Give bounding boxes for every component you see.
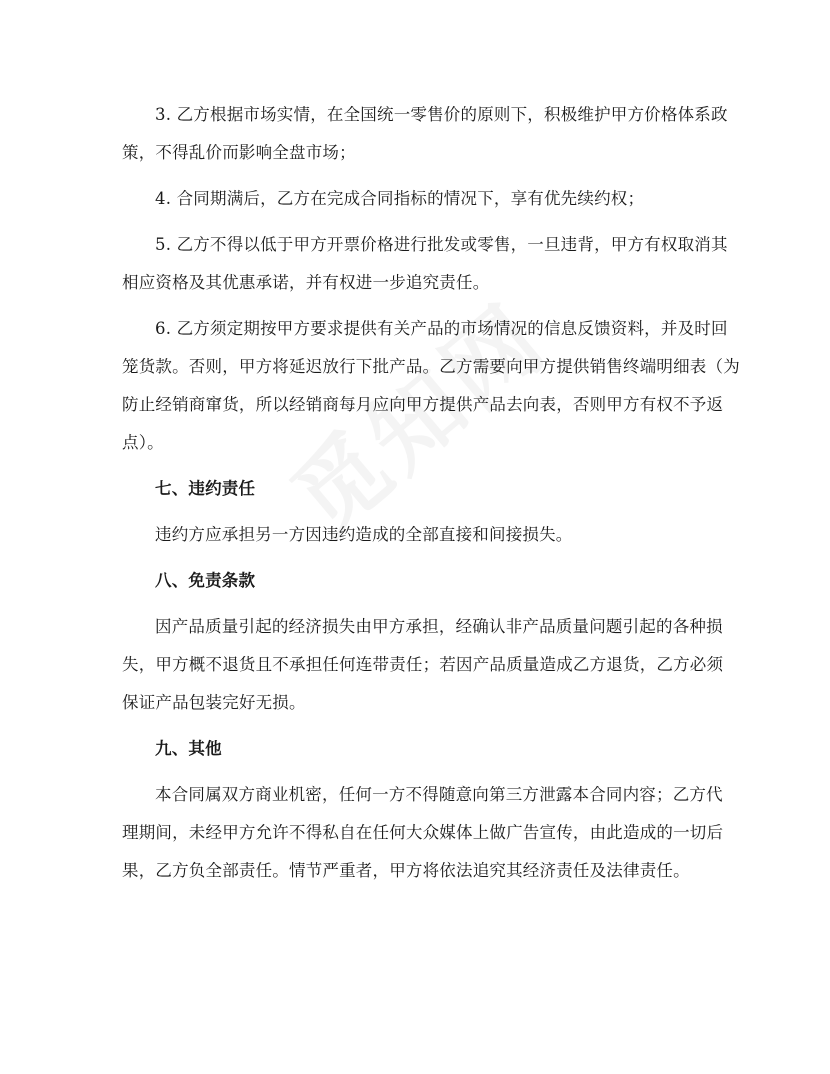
clause-4 [122,180,742,218]
paragraph-line: 果，乙方负全部责任。情节严重者，甲方将依法追究其经济责任及法律责任。 [122,861,690,880]
paragraph-line: 因产品质量引起的经济损失由甲方承担，经确认非产品质量问题引起的各种损 [155,617,723,636]
paragraph-line: 笼货款。否则，甲方将延迟放行下批产品。乙方需要向甲方提供销售终端明细表（为 [122,357,740,376]
clause-6 [122,310,742,462]
paragraph-line: 3. 乙方根据市场实情，在全国统一零售价的原则下，积极维护甲方价格体系政 [155,105,728,124]
paragraph-line: 策，不得乱价而影响全盘市场； [122,143,356,162]
section-heading-breach-liability: 七、违约责任 [155,479,256,498]
paragraph-line: 防止经销商窜货，所以经销商每月应向甲方提供产品去向表，否则甲方有权不予返 [122,395,724,414]
paragraph-line: 保证产品包装完好无损。 [122,693,306,712]
document-body [122,96,742,890]
paragraph-line: 6. 乙方须定期按甲方要求提供有关产品的市场情况的信息反馈资料，并及时回 [155,319,728,338]
section-heading-disclaimer: 八、免责条款 [155,571,256,590]
section-breach-body [122,516,742,554]
clause-5 [122,226,742,302]
section-other-body [122,776,742,890]
paragraph-line: 本合同属双方商业机密，任何一方不得随意向第三方泄露本合同内容；乙方代 [155,785,723,804]
paragraph-line: 4. 合同期满后，乙方在完成合同指标的情况下，享有优先续约权； [155,189,645,208]
paragraph-line: 点）。 [122,433,164,452]
clause-3 [122,96,742,172]
paragraph-line: 理期间，未经甲方允许不得私自在任何大众媒体上做广告宣传，由此造成的一切后 [122,823,724,842]
section-disclaimer-body [122,608,742,722]
section-heading-other: 九、其他 [155,739,222,758]
paragraph-line: 5. 乙方不得以低于甲方开票价格进行批发或零售，一旦违背，甲方有权取消其 [155,235,728,254]
paragraph-line: 失，甲方概不退货且不承担任何连带责任；若因产品质量造成乙方退货，乙方必须 [122,655,724,674]
paragraph-line: 违约方应承担另一方因违约造成的全部直接和间接损失。 [155,525,573,544]
paragraph-line: 相应资格及其优惠承诺，并有权进一步追究责任。 [122,273,490,292]
